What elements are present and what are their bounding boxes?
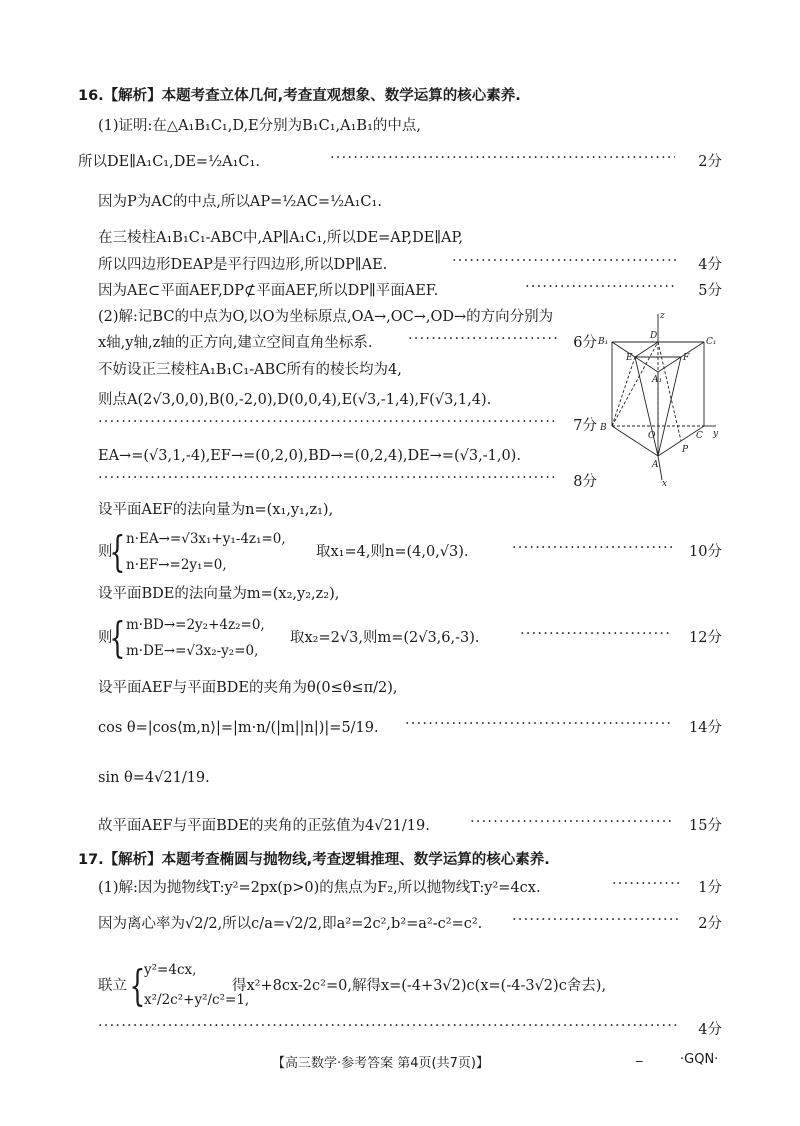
score-mark: 12分	[689, 630, 722, 646]
score-mark: 1分	[698, 880, 722, 896]
leader-dots	[452, 249, 677, 273]
ea-line	[635, 357, 658, 456]
score-mark: 4分	[698, 1022, 722, 1038]
q16-text: 设平面BDE的法向量为m=(x₂,y₂,z₂),	[98, 586, 340, 602]
q17-equation: y²=4cx,	[144, 962, 197, 978]
footer-code: ·GQN·	[680, 1052, 719, 1067]
q16-line	[0, 253, 800, 277]
leader-dots	[98, 410, 558, 434]
q16-text: 故平面AEF与平面BDE的夹角的正弦值为4√21/19.	[98, 818, 430, 834]
q16-text: 取x₂=2√3,则m=(2√3,6,-3).	[290, 630, 480, 646]
fa-line	[658, 357, 681, 456]
figure-label: D	[650, 331, 658, 341]
leader-dots	[520, 622, 672, 646]
q16-text: 则	[98, 544, 113, 560]
q16-text: 则	[98, 630, 113, 646]
score-mark: 5分	[698, 283, 722, 299]
q16-text: 所以四边形DEAP是平行四边形,所以DP∥AE.	[98, 257, 388, 273]
leader-dots	[408, 327, 558, 351]
prism-figure	[596, 310, 720, 488]
q16-text: 因为AE⊂平面AEF,DP⊄平面AEF,所以DP∥平面AEF.	[98, 283, 439, 299]
leader-dots	[470, 810, 673, 834]
leader-dots	[512, 536, 672, 560]
leader-dots	[512, 908, 680, 932]
q16-header-line	[0, 84, 800, 108]
q16-line	[0, 766, 800, 790]
q17-equation: x²/2c²+y²/c²=1,	[144, 992, 250, 1008]
q16-text: 则点A(2√3,0,0),B(0,-2,0),D(0,0,4),E(√3,-1,4),F(√3,1,4).	[98, 392, 492, 408]
leader-dots	[525, 275, 677, 299]
score-mark: 2分	[698, 154, 722, 170]
q17-header: 17.【解析】本题考查椭圆与抛物线,考查逻辑推理、数学运算的核心素养.	[78, 852, 550, 868]
q16-line	[0, 676, 800, 700]
ed-line	[635, 342, 658, 357]
q16-line	[0, 226, 800, 250]
q16-text: EA→=(√3,1,-4),EF→=(0,2,0),BD→=(0,2,4),DE→=(√3,-1,0).	[98, 448, 521, 464]
q17-system	[0, 961, 800, 1010]
figure-label: x	[662, 479, 668, 488]
q16-text: 在三棱柱A₁B₁C₁-ABC中,AP∥A₁C₁,所以DE=AP,DE∥AP,	[98, 230, 463, 246]
figure-label: O	[648, 431, 656, 441]
score-mark: 14分	[689, 720, 722, 736]
q16-equation: m·DE→=√3x₂-y₂=0,	[126, 643, 259, 659]
figure-label: y	[713, 429, 719, 439]
q16-equation: n·EF→=2y₁=0,	[126, 557, 227, 573]
q17-line	[0, 912, 800, 936]
left-brace: {	[129, 961, 146, 1010]
q16-text: 设平面AEF与平面BDE的夹角为θ(0≤θ≤π/2),	[98, 680, 398, 696]
q17-line	[0, 876, 800, 900]
score-mark: 2分	[698, 916, 722, 932]
score-mark: 6分	[573, 335, 597, 351]
leader-dots	[330, 146, 675, 170]
leader-dots	[405, 712, 673, 736]
x-axis	[658, 456, 662, 480]
leader-dots	[98, 1014, 678, 1038]
q16-line	[0, 190, 800, 214]
figure-label: z	[660, 311, 665, 321]
q16-text: (1)证明:在△A₁B₁C₁,D,E分别为B₁C₁,A₁B₁的中点,	[98, 118, 421, 134]
q17-line	[0, 1018, 800, 1042]
q17-text: 因为离心率为√2/2,所以c/a=√2/2,即a²=2c²,b²=a²-c²=c².	[98, 916, 483, 932]
q16-text: x轴,y轴,z轴的正方向,建立空间直角坐标系.	[98, 335, 373, 351]
q17-text: 联立	[98, 978, 127, 994]
q16-text: (2)解:记BC的中点为O,以O为坐标原点,OA→,OC→,OD→的方向分别为	[98, 309, 554, 325]
q16-text: 设平面AEF的法向量为n=(x₁,y₁,z₁),	[98, 502, 334, 518]
page-footer	[0, 1048, 800, 1076]
score-mark: 10分	[689, 544, 722, 560]
q16-text: 取x₁=4,则n=(4,0,√3).	[316, 544, 469, 560]
q16-line	[0, 498, 800, 522]
q16-equation: n·EA→=√3x₁+y₁-4z₁=0,	[126, 531, 286, 547]
score-mark: 4分	[698, 257, 722, 273]
q16-header: 16.【解析】本题考查立体几何,考查直观想象、数学运算的核心素养.	[78, 88, 521, 104]
q16-text: 因为P为AC的中点,所以AP=½AC=½A₁C₁.	[98, 194, 382, 210]
score-mark: 15分	[689, 818, 722, 834]
figure-label: C₁	[706, 337, 717, 347]
q16-line	[0, 114, 800, 138]
left-brace: {	[109, 527, 126, 576]
q16-system-2	[0, 613, 800, 662]
q16-text: cos θ=|cos⟨m,n⟩|=|m·n/(|m||n|)|=5/19.	[98, 720, 379, 736]
figure-label: C	[696, 431, 703, 441]
leader-dots	[612, 872, 680, 896]
figure-label: E	[626, 353, 633, 363]
score-mark: 8分	[573, 474, 597, 490]
q16-system-1	[0, 527, 800, 576]
q16-text: 所以DE∥A₁C₁,DE=½A₁C₁.	[78, 154, 260, 170]
footer-dash: _	[636, 1048, 643, 1063]
q17-header-line	[0, 848, 800, 872]
q16-equation: m·BD→=2y₂+4z₂=0,	[126, 617, 265, 633]
q16-text: sin θ=4√21/19.	[98, 770, 210, 786]
figure-label: F	[683, 353, 690, 363]
q16-line	[0, 279, 800, 303]
figure-label: B	[600, 423, 607, 433]
leader-dots	[98, 466, 558, 490]
figure-label: B₁	[598, 337, 609, 347]
q16-line	[0, 150, 800, 174]
q16-text: 不妨设正三棱柱A₁B₁C₁-ABC所有的棱长均为4,	[98, 362, 402, 378]
q17-text: 得x²+8cx-2c²=0,解得x=(-4+3√2)c(x=(-4-3√2)c舍去),	[232, 978, 607, 994]
footer-title: 【高三数学·参考答案 第4页(共7页)】	[272, 1056, 489, 1071]
left-brace: {	[109, 613, 126, 662]
q16-line	[0, 716, 800, 740]
figure-label: P	[682, 445, 689, 455]
figure-label: A₁	[652, 375, 663, 385]
score-mark: 7分	[573, 418, 597, 434]
q16-line	[0, 582, 800, 606]
q16-line	[0, 814, 800, 838]
figure-label: A	[652, 460, 659, 470]
q17-text: (1)解:因为抛物线T:y²=2px(p>0)的焦点为F₂,所以抛物线T:y²=4cx.	[98, 880, 541, 896]
be-line	[612, 357, 635, 426]
